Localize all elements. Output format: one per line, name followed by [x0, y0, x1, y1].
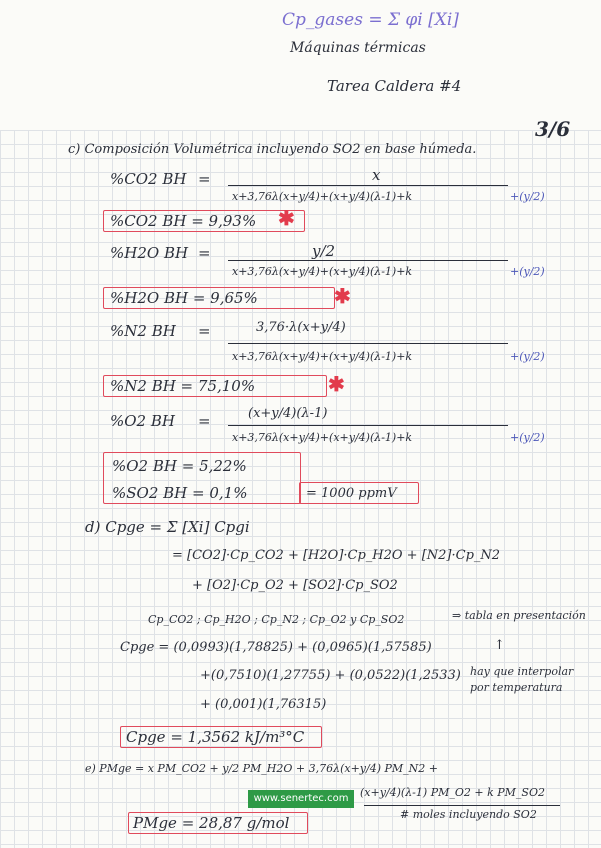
section-d-line2: = [CO2]·Cp_CO2 + [H2O]·Cp_H2O + [N2]·Cp_N2: [172, 548, 501, 563]
co2-result: %CO2 BH = 9,93%: [110, 212, 257, 230]
o2-denominator-extra: +(y/2): [510, 431, 545, 444]
substitution-line1: Cpge = (0,0993)(1,78825) + (0,0965)(1,57585): [120, 640, 432, 655]
o2-numerator: (x+y/4)(λ-1): [248, 406, 328, 421]
h2o-result: %H2O BH = 9,65%: [110, 289, 258, 307]
section-d-line1: d) Cpge = Σ [Xi] Cpgi: [85, 518, 250, 536]
section-e-line1: e) PMge = x PM_CO2 + y/2 PM_H2O + 3,76λ(x+y/4) PM_N2 +: [85, 762, 439, 775]
equals-sign: =: [198, 244, 211, 262]
star-mark: ✱: [328, 372, 345, 396]
star-mark: ✱: [334, 284, 351, 308]
star-mark: ✱: [278, 206, 295, 230]
pmge-result: PMge = 28,87 g/mol: [133, 814, 290, 832]
fraction-bar: [228, 260, 508, 261]
section-d-line3: + [O2]·Cp_O2 + [SO2]·Cp_SO2: [192, 578, 398, 593]
co2-denominator: x+3,76λ(x+y/4)+(x+y/4)(λ-1)+k: [232, 190, 413, 203]
equals-sign: =: [198, 412, 211, 430]
n2-denominator: x+3,76λ(x+y/4)+(x+y/4)(λ-1)+k: [232, 350, 413, 363]
co2-numerator: x: [372, 166, 381, 184]
interpolation-note: hay que interpolar por temperatura: [470, 665, 574, 694]
table-note: ⇒ tabla en presentación: [452, 609, 586, 622]
section-c-heading: c) Composición Volumétrica incluyendo SO2 en base húmeda.: [68, 142, 477, 157]
fraction-bar: [228, 343, 508, 344]
header-subject: Máquinas térmicas: [290, 40, 426, 56]
h2o-lhs: %H2O BH: [110, 244, 189, 262]
substitution-line2: +(0,7510)(1,27755) + (0,0522)(1,2533): [200, 668, 461, 683]
cpge-result: Cpge = 1,3562 kJ/m³°C: [126, 728, 305, 746]
cp-list: Cp_CO2 ; Cp_H2O ; Cp_N2 ; Cp_O2 y Cp_SO2: [148, 613, 405, 626]
equals-sign: =: [198, 170, 211, 188]
substitution-line3: + (0,001)(1,76315): [200, 697, 327, 712]
watermark-link[interactable]: www.senertec.com: [248, 790, 354, 808]
n2-numerator: 3,76·λ(x+y/4): [256, 320, 346, 335]
o2-result: %O2 BH = 5,22%: [112, 457, 247, 475]
o2-denominator: x+3,76λ(x+y/4)+(x+y/4)(λ-1)+k: [232, 431, 413, 444]
co2-denominator-extra: +(y/2): [510, 190, 545, 203]
co2-lhs: %CO2 BH: [110, 170, 187, 188]
header-assignment: Tarea Caldera #4: [327, 77, 462, 95]
page-number: 3/6: [535, 117, 571, 141]
n2-lhs: %N2 BH: [110, 322, 176, 340]
underline: [364, 805, 560, 806]
section-e-line2: (x+y/4)(λ-1) PM_O2 + k PM_SO2: [360, 786, 545, 799]
h2o-numerator: y/2: [312, 242, 336, 260]
header-formula: Cp_gases = Σ φi [Xi]: [282, 10, 459, 30]
moles-note: # moles incluyendo SO2: [400, 808, 537, 821]
equals-sign: =: [198, 322, 211, 340]
h2o-denominator: x+3,76λ(x+y/4)+(x+y/4)(λ-1)+k: [232, 265, 413, 278]
fraction-bar: [228, 425, 508, 426]
arrow-up-icon: ↑: [494, 638, 505, 653]
n2-result: %N2 BH = 75,10%: [110, 377, 256, 395]
fraction-bar: [228, 185, 508, 186]
n2-denominator-extra: +(y/2): [510, 350, 545, 363]
h2o-denominator-extra: +(y/2): [510, 265, 545, 278]
so2-result: %SO2 BH = 0,1%: [112, 484, 248, 502]
so2-ppm: = 1000 ppmV: [306, 486, 397, 501]
o2-lhs: %O2 BH: [110, 412, 175, 430]
